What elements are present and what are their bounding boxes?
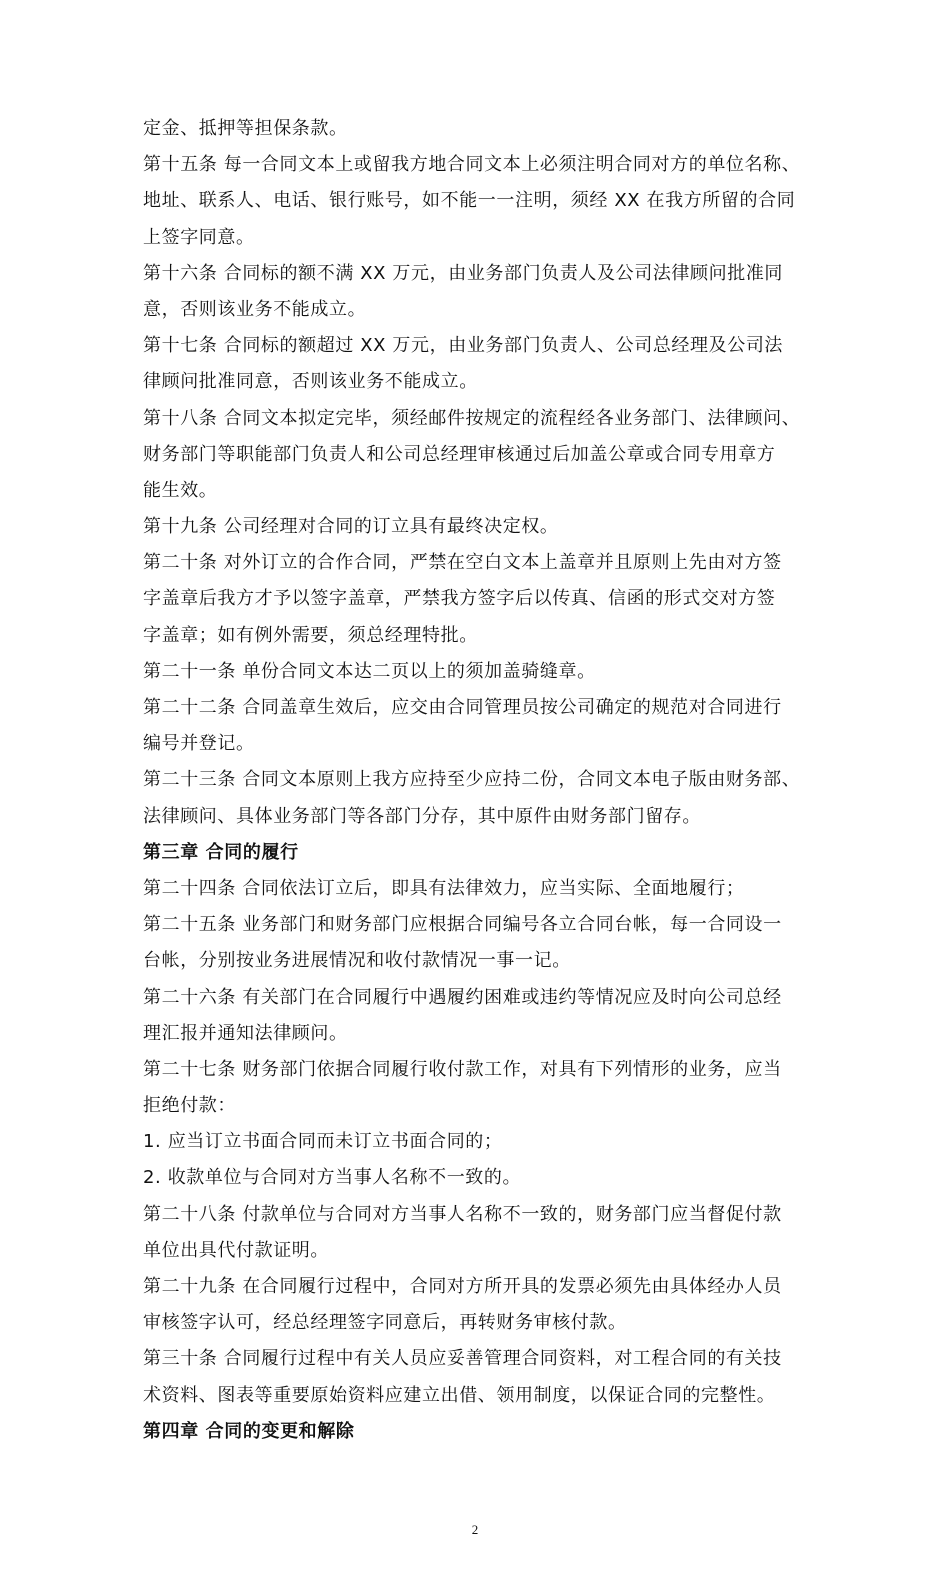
document-body [143, 111, 813, 1450]
text-line: 术资料、图表等重要原始资料应建立出借、领用制度，以保证合同的完整性。 [143, 1384, 776, 1406]
text-line: 第二十六条 有关部门在合同履行中遇履约困难或违约等情况应及时向公司总经 [143, 986, 782, 1008]
text-line: 台帐，分别按业务进展情况和收付款情况一事一记。 [143, 950, 571, 972]
text-line: 编号并登记。 [143, 733, 255, 755]
text-line: 法律顾问、具体业务部门等各部门分存，其中原件由财务部门留存。 [143, 805, 701, 827]
text-line: 第二十三条 合同文本原则上我方应持至少应持二份，合同文本电子版由财务部、 [143, 769, 801, 791]
text-line: 第二十条 对外订立的合作合同，严禁在空白文本上盖章并且原则上先由对方签 [143, 552, 782, 574]
text-line: 单位出具代付款证明。 [143, 1239, 329, 1261]
text-line: 2. 收款单位与合同对方当事人名称不一致的。 [143, 1167, 522, 1189]
text-line: 第十六条 合同标的额不满 XX 万元，由业务部门负责人及公司法律顾问批准同 [143, 262, 784, 284]
text-line: 第二十二条 合同盖章生效后，应交由合同管理员按公司确定的规范对合同进行 [143, 697, 782, 718]
text-line: 定金、抵押等担保条款。 [143, 118, 348, 139]
text-line: 字盖章后我方才予以签字盖章，严禁我方签字后以传真、信函的形式交对方签 [143, 588, 776, 610]
text-line: 财务部门等职能部门负责人和公司总经理审核通过后加盖公章或合同专用章方 [143, 443, 776, 465]
text-line: 审核签字认可，经总经理签字同意后，再转财务审核付款。 [143, 1312, 627, 1334]
text-line: 拒绝付款： [143, 1095, 236, 1117]
text-line: 能生效。 [143, 479, 218, 501]
page-number: 2 [471, 1522, 479, 1537]
text-line: 第三十条 合同履行过程中有关人员应妥善管理合同资料，对工程合同的有关技 [143, 1348, 782, 1370]
text-line: 第二十七条 财务部门依据合同履行收付款工作，对具有下列情形的业务，应当 [143, 1058, 782, 1080]
text-line: 第二十八条 付款单位与合同对方当事人名称不一致的，财务部门应当督促付款 [143, 1203, 782, 1225]
chapter-heading: 第四章 合同的变更和解除 [143, 1420, 355, 1442]
text-line: 律顾问批准同意，否则该业务不能成立。 [143, 371, 478, 393]
text-line: 第二十四条 合同依法订立后，即具有法律效力，应当实际、全面地履行； [143, 877, 745, 899]
text-line: 意，否则该业务不能成立。 [143, 298, 367, 320]
text-line: 字盖章；如有例外需要，须总经理特批。 [143, 624, 478, 646]
chapter-heading: 第三章 合同的履行 [143, 841, 299, 863]
text-line: 第十七条 合同标的额超过 XX 万元，由业务部门负责人、公司总经理及公司法 [143, 335, 784, 357]
text-line: 第二十一条 单份合同文本达二页以上的须加盖骑缝章。 [143, 660, 596, 682]
text-line: 1. 应当订立书面合同而未订立书面合同的； [143, 1131, 503, 1153]
text-line: 理汇报并通知法律顾问。 [143, 1022, 348, 1044]
text-line: 第二十五条 业务部门和财务部门应根据合同编号各立合同台帐，每一合同设一 [143, 914, 782, 936]
text-line: 第二十九条 在合同履行过程中，合同对方所开具的发票必须先由具体经办人员 [143, 1276, 782, 1297]
text-line: 第十五条 每一合同文本上或留我方地合同文本上必须注明合同对方的单位名称、 [143, 154, 801, 176]
text-line: 地址、联系人、电话、银行账号，如不能一一注明，须经 XX 在我方所留的合同 [143, 190, 796, 212]
text-line: 第十九条 公司经理对合同的订立具有最终决定权。 [143, 516, 559, 538]
text-line: 上签字同意。 [143, 226, 255, 248]
text-line: 第十八条 合同文本拟定完毕，须经邮件按规定的流程经各业务部门、法律顾问、 [143, 407, 801, 429]
